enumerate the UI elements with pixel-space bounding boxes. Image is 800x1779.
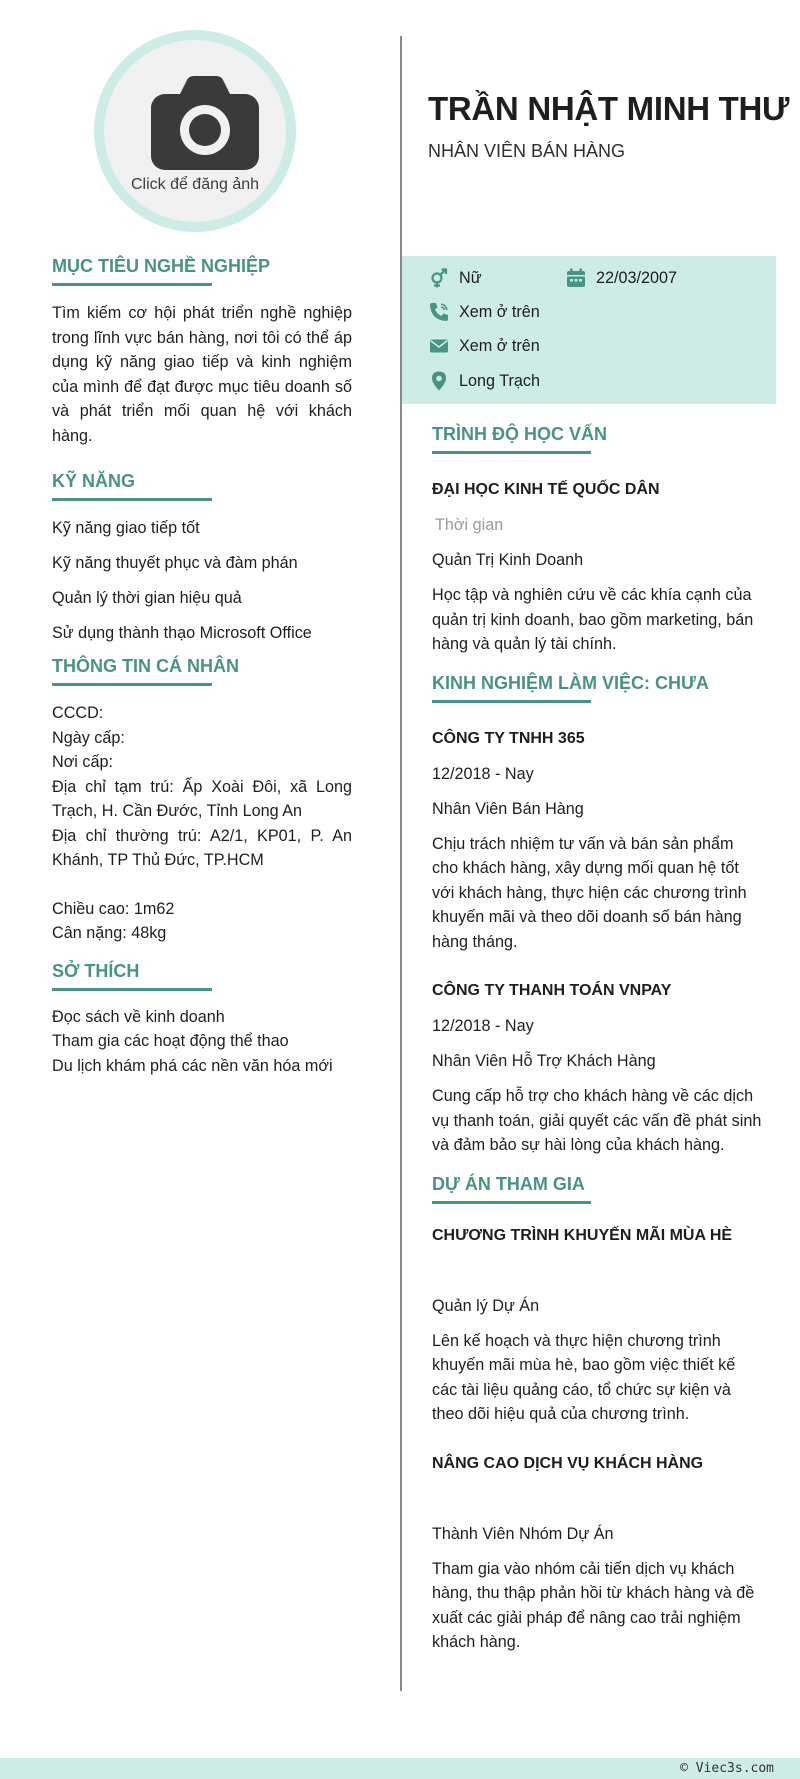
job-period: 12/2018 - Nay <box>432 1017 534 1035</box>
job-company: CÔNG TY THANH TOÁN VNPAY <box>432 982 672 999</box>
left-column <box>52 256 352 1078</box>
personal-title: THÔNG TIN CÁ NHÂN <box>52 656 352 686</box>
perm-address: Địa chỉ thường trú: A2/1, KP01, P. An Khánh, TP Thủ Đức, TP.HCM <box>52 826 352 869</box>
skill-item: Sử dụng thành thạo Microsoft Office <box>52 624 312 642</box>
photo-placeholder[interactable] <box>104 40 286 222</box>
education-time: Thời gian <box>435 516 504 534</box>
experience-title: KINH NGHIỆM LÀM VIỆC: CHƯA <box>432 673 762 703</box>
address-value: Long Trạch <box>459 371 540 390</box>
gender-icon <box>428 267 450 289</box>
height: Chiều cao: 1m62 <box>52 899 175 918</box>
project-entry <box>432 1224 762 1427</box>
camera-icon <box>151 76 259 170</box>
job-period: 12/2018 - Nay <box>432 764 534 783</box>
job-desc: Cung cấp hỗ trợ cho khách hàng về các dịch vụ thanh toán, giải quyết các vấn đề phát sinh và đảm bảo sự hài lòng của khách hàng. <box>432 1087 762 1154</box>
objective-text: Tìm kiếm cơ hội phát triển nghề nghiệp trong lĩnh vực bán hàng, nơi tôi có thể áp dụng kỹ năng giao tiếp và kinh nghiệm của mình để đạt được mục tiêu doanh số và phát triển mối quan hệ với khách hàng. <box>52 304 352 445</box>
issue-place: Nơi cấp: <box>52 753 113 771</box>
calendar-icon <box>565 267 587 289</box>
objective-section <box>52 256 352 448</box>
school-name: ĐẠI HỌC KINH TẾ QUỐC DÂN <box>432 481 660 498</box>
project-desc: Lên kế hoạch và thực hiện chương trình khuyến mãi mùa hè, bao gồm việc thiết kế các tài liệu quảng cáo, tổ chức sự kiện và theo dõi hiệu quả của chương trình. <box>432 1331 736 1423</box>
contact-birthdate <box>565 266 677 290</box>
cccd: CCCD: <box>52 704 104 722</box>
hobby-item: Đọc sách về kinh doanh <box>52 1007 225 1026</box>
job-entry <box>432 727 762 955</box>
contact-phone <box>428 300 540 324</box>
temp-address: Địa chỉ tạm trú: Ấp Xoài Đôi, xã Long Trạch, H. Cần Đước, Tỉnh Long An <box>52 777 352 820</box>
footer-bar <box>0 1758 800 1779</box>
project-name: NÂNG CAO DỊCH VỤ KHÁCH HÀNG <box>432 1454 704 1472</box>
education-desc: Học tập và nghiên cứu về các khía cạnh của quản trị kinh doanh, bao gồm marketing, bán hàng và quản lý tài chính. <box>432 586 754 653</box>
phone-icon <box>428 301 450 323</box>
email-value: Xem ở trên <box>459 336 540 355</box>
projects-title: DỰ ÁN THAM GIA <box>432 1174 762 1204</box>
job-role: Nhân Viên Bán Hàng <box>432 799 584 818</box>
contact-box <box>402 256 776 404</box>
hobby-item: Du lịch khám phá các nền văn hóa mới <box>52 1056 333 1075</box>
right-column <box>432 424 762 1655</box>
issue-date: Ngày cấp: <box>52 728 125 747</box>
hobbies-section <box>52 961 352 1079</box>
photo-caption: Click để đăng ảnh <box>130 176 260 193</box>
contact-address <box>428 369 540 393</box>
birthdate-value: 22/03/2007 <box>596 268 678 287</box>
hobbies-title: SỞ THÍCH <box>52 961 352 991</box>
contact-gender <box>428 266 482 290</box>
gender-value: Nữ <box>459 268 482 287</box>
contact-email <box>428 334 540 358</box>
project-name: CHƯƠNG TRÌNH KHUYẾN MÃI MÙA HÈ <box>432 1226 733 1244</box>
job-entry <box>432 979 762 1158</box>
photo-upload[interactable] <box>94 30 296 232</box>
personal-section <box>52 656 352 946</box>
weight: Cân nặng: 48kg <box>52 924 167 942</box>
envelope-icon <box>428 335 450 357</box>
experience-section <box>432 673 762 1158</box>
candidate-name: TRẦN NHẬT MINH THƯ <box>428 90 790 127</box>
project-desc: Tham gia vào nhóm cải tiến dịch vụ khách hàng, thu thập phản hồi từ khách hàng và đề xuất các giải pháp để nâng cao trải nghiệm khách hàng. <box>432 1559 755 1651</box>
education-title: TRÌNH ĐỘ HỌC VẤN <box>432 424 762 454</box>
job-desc: Chịu trách nhiệm tư vấn và bán sản phẩm cho khách hàng, xây dựng mối quan hệ tốt với khách hàng, thực hiện các chương trình khuyến mãi và theo dõi doanh số bán hàng hàng tháng. <box>432 834 747 951</box>
job-company: CÔNG TY TNHH 365 <box>432 729 585 747</box>
project-role: Thành Viên Nhóm Dự Án <box>432 1524 614 1543</box>
skills-title: KỸ NĂNG <box>52 471 352 501</box>
job-title: NHÂN VIÊN BÁN HÀNG <box>428 141 626 161</box>
skill-item: Kỹ năng thuyết phục và đàm phán <box>52 554 298 572</box>
projects-section <box>432 1174 762 1655</box>
project-entry <box>432 1452 762 1655</box>
objective-title: MỤC TIÊU NGHỀ NGHIỆP <box>52 256 352 286</box>
project-role: Quản lý Dự Án <box>432 1296 540 1315</box>
hobby-item: Tham gia các hoạt động thể thao <box>52 1032 289 1050</box>
skills-section <box>52 471 352 656</box>
job-role: Nhân Viên Hỗ Trợ Khách Hàng <box>432 1052 656 1070</box>
education-section <box>432 424 762 657</box>
education-major: Quản Trị Kinh Doanh <box>432 551 584 569</box>
phone-value: Xem ở trên <box>459 302 540 321</box>
skill-item: Kỹ năng giao tiếp tốt <box>52 519 200 537</box>
copyright: © Viec3s.com <box>680 1761 774 1776</box>
location-pin-icon <box>428 370 450 392</box>
skill-item: Quản lý thời gian hiệu quả <box>52 589 242 607</box>
